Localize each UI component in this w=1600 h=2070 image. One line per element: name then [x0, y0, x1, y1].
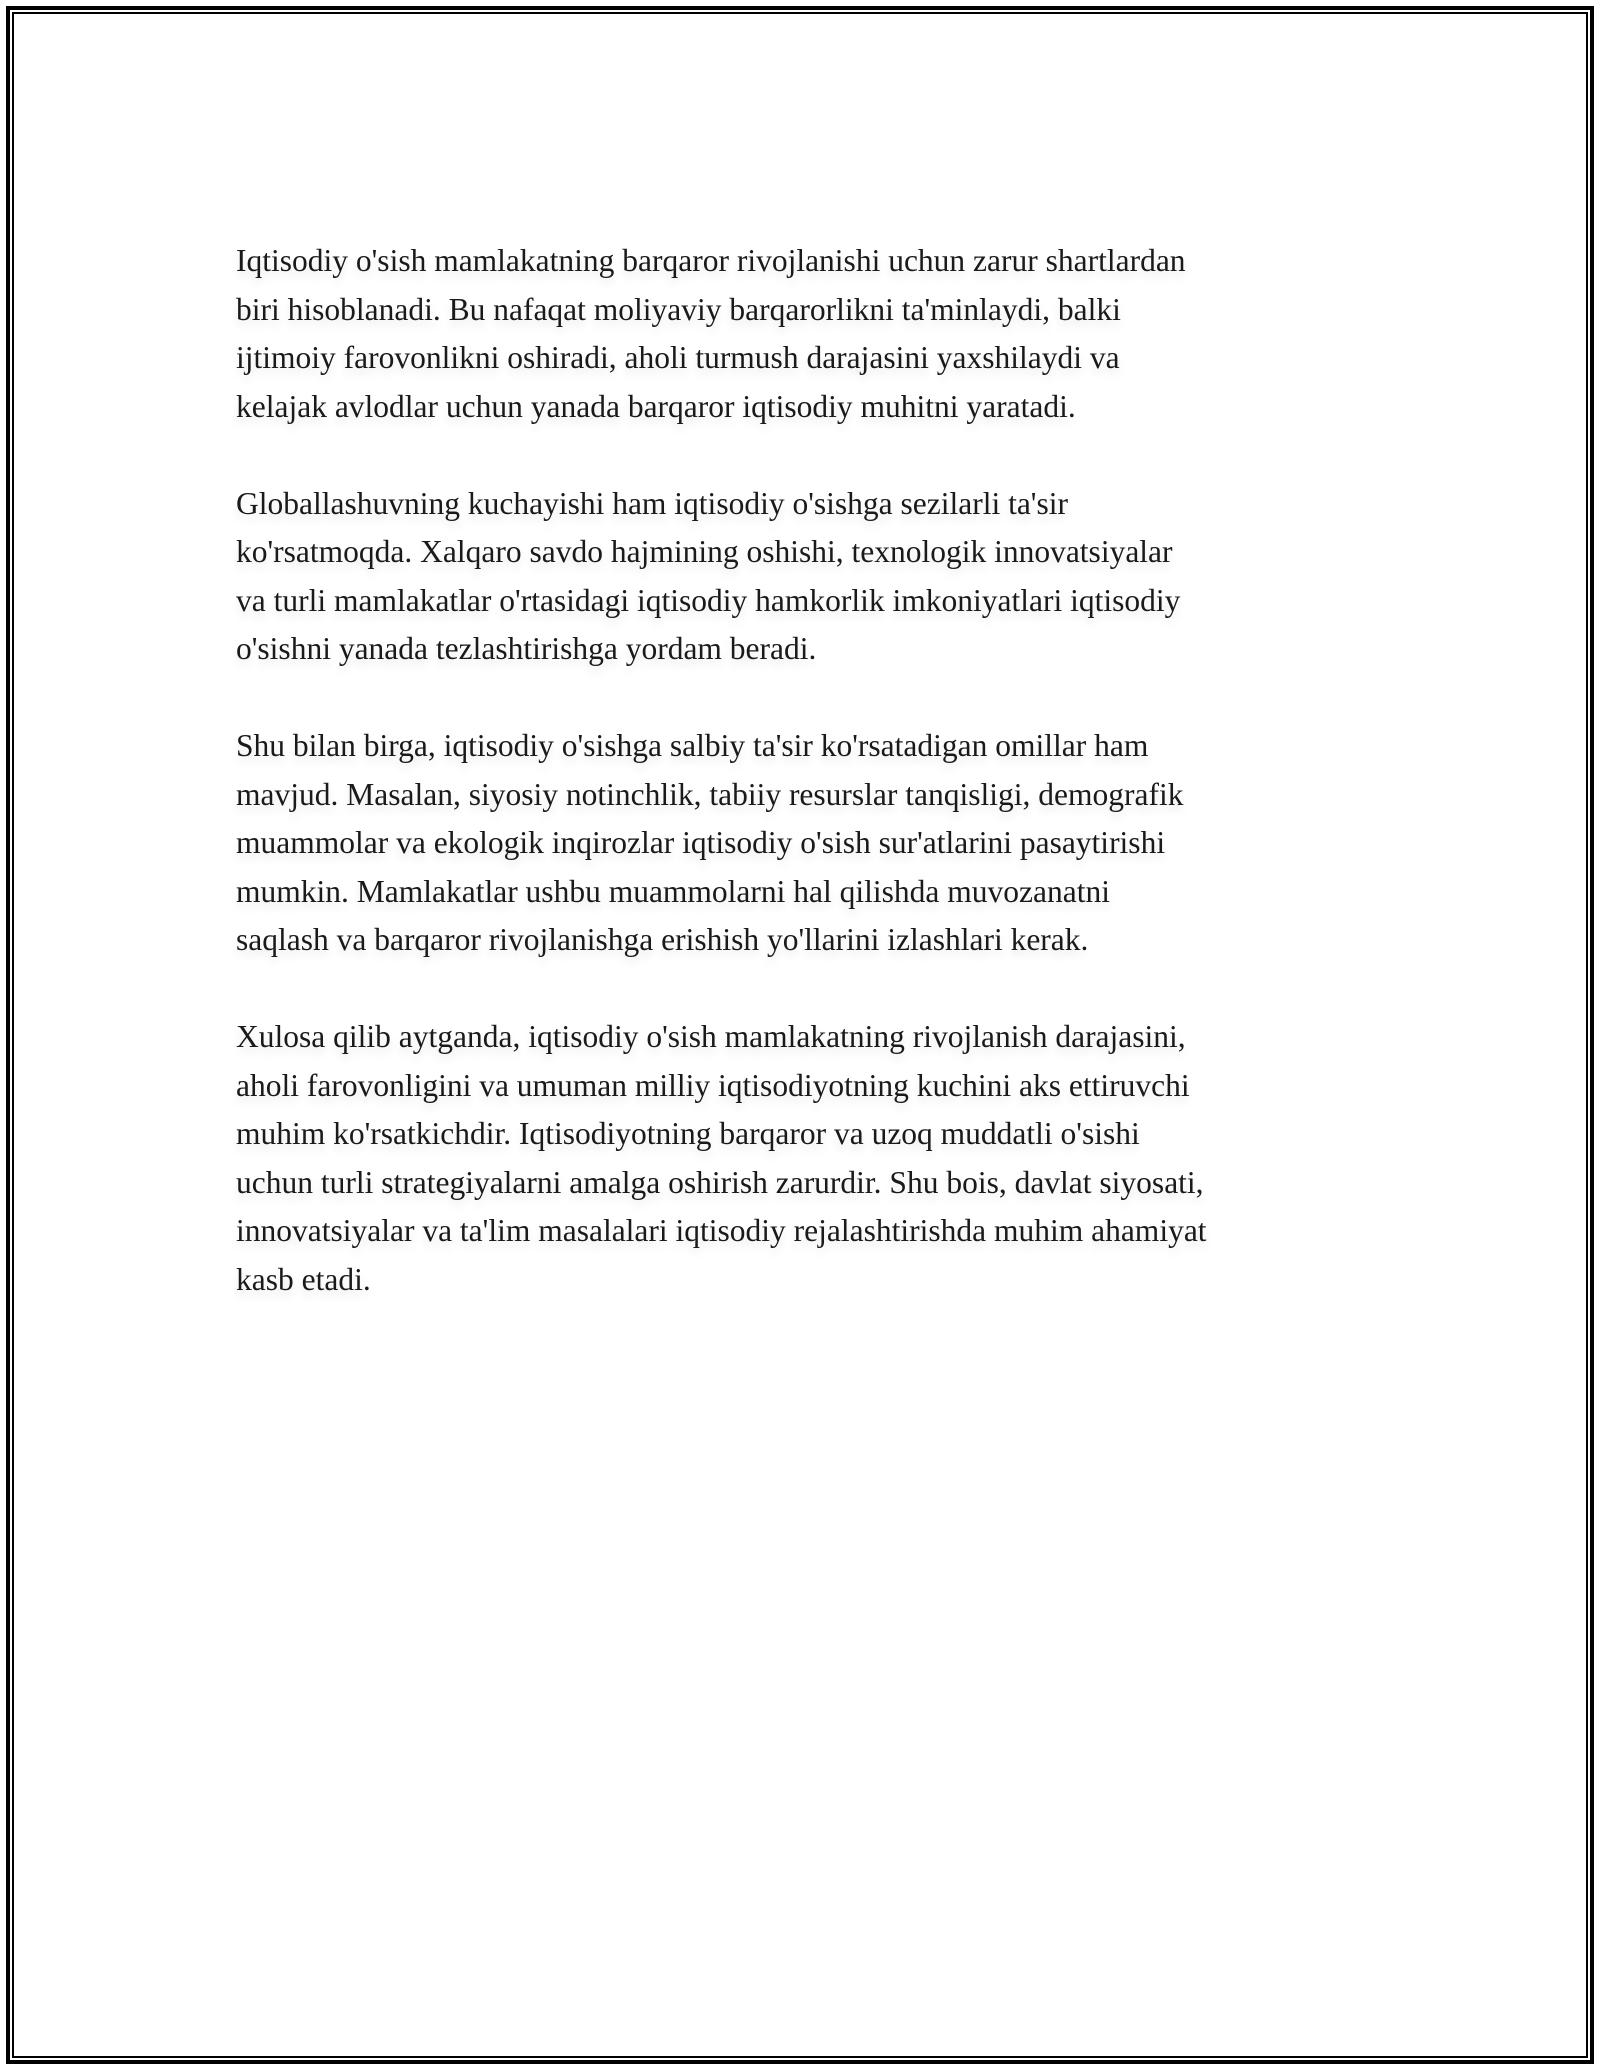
text-line: Globallashuvning kuchayishi ham iqtisodiy o'sishga sezilarli ta'sir [236, 485, 1068, 521]
text-line: kelajak avlodlar uchun yanada barqaror iqtisodiy muhitni yaratadi. [236, 388, 1076, 424]
paragraph-conclusion [236, 1013, 1376, 1304]
text-line: aholi farovonligini va umuman milliy iqtisodiyotning kuchini aks ettiruvchi [236, 1067, 1190, 1103]
text-line: o'sishni yanada tezlashtirishga yordam beradi. [236, 631, 817, 666]
text-line: va turli mamlakatlar o'rtasidagi iqtisodiy hamkorlik imkoniyatlari iqtisodiy [236, 582, 1181, 618]
text-line: Xulosa qilib aytganda, iqtisodiy o'sish mamlakatning rivojlanish darajasini, [236, 1019, 1186, 1054]
text-line: mumkin. Mamlakatlar ushbu muammolarni hal qilishda muvozanatni [236, 873, 1110, 909]
text-line: Shu bilan birga, iqtisodiy o'sishga salbiy ta'sir ko'rsatadigan omillar ham [236, 728, 1149, 763]
text-line: ko'rsatmoqda. Xalqaro savdo hajmining oshishi, texnologik innovatsiyalar [236, 534, 1173, 569]
text-line: uchun turli strategiyalarni amalga oshirish zarurdir. Shu bois, davlat siyosati, [236, 1164, 1204, 1200]
paragraph-globalization [236, 480, 1376, 674]
paragraph-economic-growth [236, 237, 1376, 431]
document-body [236, 237, 1376, 1353]
text-line: biri hisoblanadi. Bu nafaqat moliyaviy barqarorlikni ta'minlaydi, balki [236, 291, 1121, 327]
text-line: ijtimoiy farovonlikni oshiradi, aholi turmush darajasini yaxshilaydi va [236, 340, 1120, 375]
paragraph-negative-factors [236, 722, 1376, 965]
text-line: muhim ko'rsatkichdir. Iqtisodiyotning barqaror va uzoq muddatli o'sishi [236, 1116, 1140, 1151]
text-line: muammolar va ekologik inqirozlar iqtisodiy o'sish sur'atlarini pasaytirishi [236, 825, 1166, 860]
text-line: saqlash va barqaror rivojlanishga erishish yo'llarini izlashlari kerak. [236, 922, 1089, 957]
text-line: mavjud. Masalan, siyosiy notinchlik, tabiiy resurslar tanqisligi, demografik [236, 776, 1184, 812]
text-line: kasb etadi. [236, 1261, 371, 1297]
text-line: Iqtisodiy o'sish mamlakatning barqaror rivojlanishi uchun zarur shartlardan [236, 243, 1186, 278]
text-line: innovatsiyalar va ta'lim masalalari iqtisodiy rejalashtirishda muhim ahamiyat [236, 1213, 1207, 1248]
